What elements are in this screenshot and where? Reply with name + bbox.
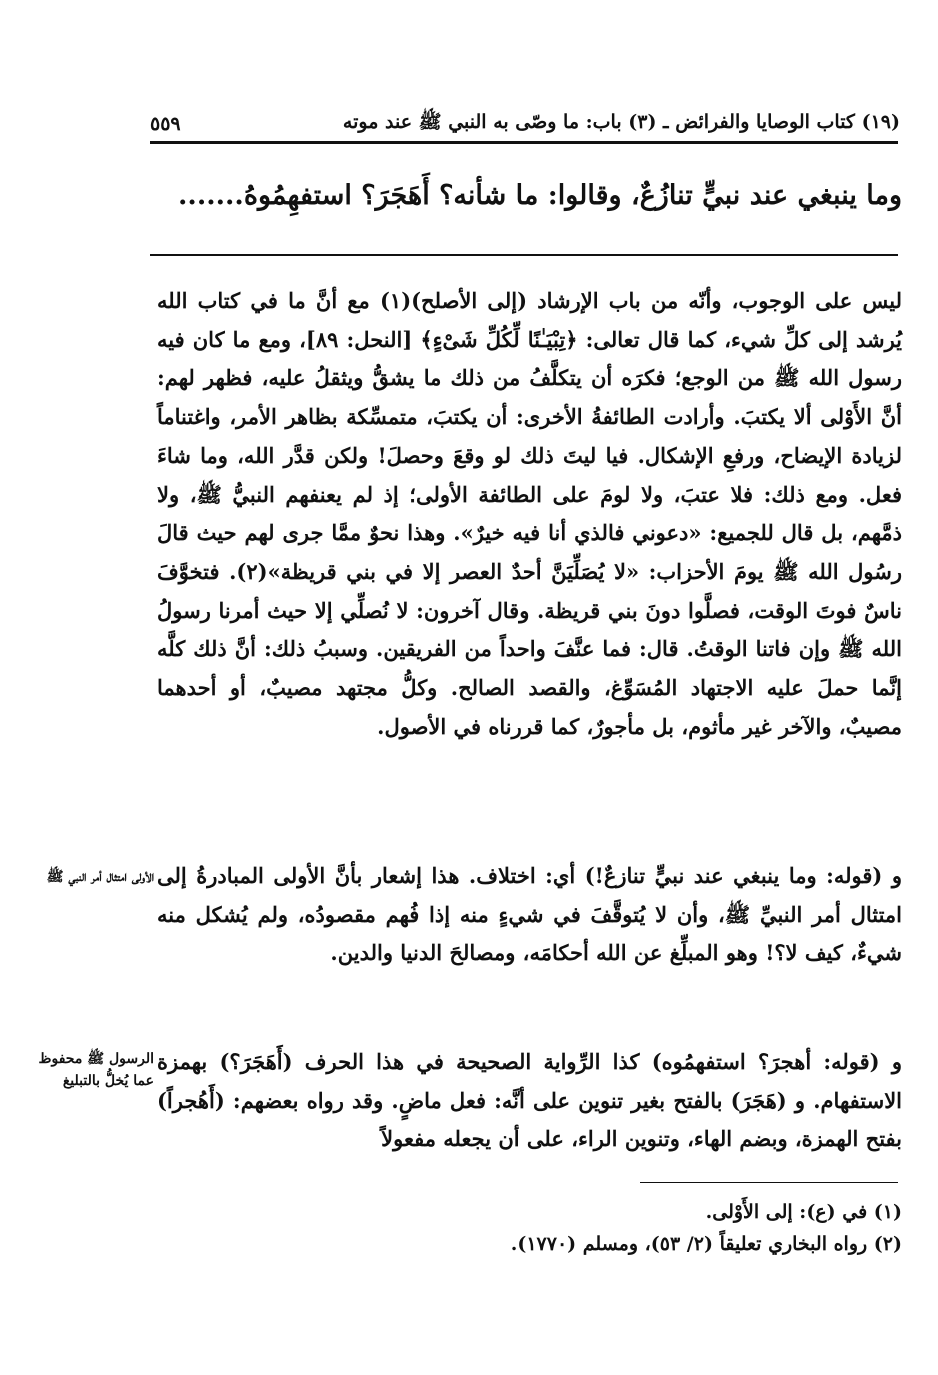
- hadith-separator-rule: [150, 254, 898, 256]
- commentary-paragraph: و (قوله: أهجرَ؟ استفهمُوه) كذا الرِّواية الصحيحة في هذا الحرف (أَهَجَرَ؟) بهمزة الاستفهام. و (هَجَرَ) بالفتح بغير تنوين على أنَّه: فعل ماضٍ. وقد رواه بعضهم: (أَهُجراً) بفتح الهمزة، وبضم الهاء، وتنوين الراء، على أن يجعله مفعولاً: [157, 1049, 902, 1152]
- margin-note: الرسول ﷺ محفوظ عما يُخلُّ بالتبليغ: [38, 1051, 154, 1089]
- footnote-rule: [640, 1182, 898, 1183]
- hadith-text: وما ينبغي عند نبيٍّ تنازُعٌ، وقالوا: ما شأنه؟ أَهَجَرَ؟ استفهِمُوهُ.......: [178, 180, 902, 211]
- page-number: ٥٥٩: [150, 113, 181, 135]
- chapter-title: (١٩) كتاب الوصايا والفرائض ـ (٣) باب: ما وصّى به النبي ﷺ عند موته: [342, 111, 900, 133]
- header-rule: [150, 141, 898, 144]
- commentary-paragraph: و (قوله: وما ينبغي عند نبيٍّ تنازعٌ!) أي: اختلاف. هذا إشعار بأنَّ الأولى المبادرةُ إلى امتثال أمر النبيِّ ﷺ، وأن لا يُتوقَّفَ في شيءٍ منه إذا فُهم مقصودُه، ولم يُشكل منه شيءٌ، كيف لا؟! وهو المبلِّغ عن الله أحكامَه، ومصالحَ الدنيا والدين.: [157, 863, 903, 966]
- footnotes: [157, 1196, 902, 1260]
- footnote: (١) في (ع): إلى الأَوْلى.: [705, 1201, 902, 1223]
- commentary-paragraph: ليس على الوجوب، وأنّه من باب الإرشاد (إلى الأصلح)(١) مع أنَّ ما في كتاب الله يُرشد إلى كلِّ شيء، كما قال تعالى: ﴿تِبْيَـٰنًا لِّكُلِّ شَىْءٍ﴾ [النحل: ٨٩]، ومع ما كان فيه رسول الله ﷺ من الوجع؛ فكرَه أن يتكلَّفُ من ذلك ما يشقُّ ويثقلُ عليه، فظهر لهم: أنَّ الأَوْلى ألا يكتبَ. وأرادت الطائفةُ الأخرى: أن يكتبَ، متمسِّكة بظاهر الأمر، واغتناماً لزيادة الإيضاح، ورفعِ الإشكال. فيا ليتَ ذلك لو وقعَ وحصلَ! ولكن قدَّر الله، وما شاءَ فعل. ومع ذلك: فلا عتبَ، ولا لومَ على الطائفة الأولى؛ إذ لم يعنفهم النبيُّ ﷺ، ولا ذمَّهم، بل قال للجميع: «دعوني فالذي أنا فيه خيرٌ». وهذا نحوٌ ممَّا جرى لهم حيث قالَ رسُول الله ﷺ يومَ الأحزاب: «لا يُصَلِّيَنَّ أحدٌ العصر إلا في بني قريظة»(٢). فتخوَّفَ ناسٌ فوتَ الوقت، فصلَّوا دونَ بني قريظة. وقال آخرون: لا نُصلِّي إلا حيث أمرنا رسولُ الله ﷺ وإن فاتنا الوقتُ. قال: فما عنَّفَ واحداً من الفريقين. وسببُ ذلك: أنَّ ذلك كلَّه إنَّما حملَ عليه الاجتهاد المُسَوِّغ، والقصد الصالح. وكلُّ مجتهد مصيبٌ، أو أحدهما مصيبٌ، والآخر غير مأثوم، بل مأجورٌ، كما قررناه في الأصول.: [157, 288, 903, 739]
- running-header: [150, 104, 900, 144]
- footnote: (٢) رواه البخاري تعليقاً (٢/ ٥٣)، ومسلم (١٧٧٠).: [510, 1233, 902, 1255]
- margin-note: الأولى امتثال أمر النبي ﷺ: [46, 869, 154, 885]
